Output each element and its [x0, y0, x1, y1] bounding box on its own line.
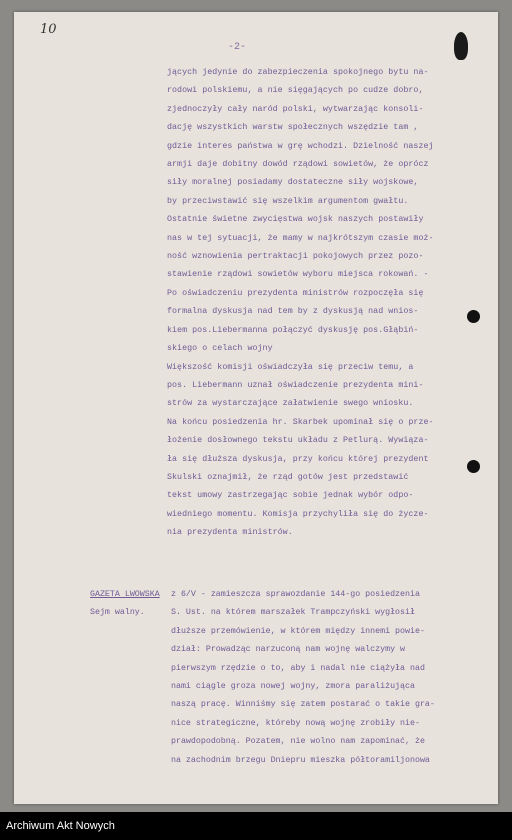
- text-line: zjednoczyły cały naród polski, wytwarzając konsoli-: [167, 104, 424, 114]
- text-line: pos. Liebermann uznał oświadczenie prezydenta mini-: [167, 380, 424, 390]
- text-line: nia prezydenta ministrów.: [167, 528, 293, 538]
- text-line: pierwszym rzędzie o to, aby i nadal nie ciążyła nad: [171, 663, 425, 673]
- archive-label: Archiwum Akt Nowych: [6, 820, 115, 832]
- text-line: formalna dyskusja nad tem by z dyskusją nad wnios-: [167, 307, 419, 317]
- text-line: S. Ust. na którem marszałek Trampczyński wygłosił: [171, 608, 415, 618]
- text-line: ła się dłuższa dyskusja, przy końcu której prezydent: [167, 454, 429, 464]
- text-line: Ostatnie świetne zwycięstwa wojsk naszych postawiły: [167, 215, 424, 225]
- text-line: naszą pracę. Winniśmy się zatem postarać o takie gra-: [171, 700, 435, 710]
- text-line: skiego o celach wojny: [167, 344, 273, 354]
- text-line: stawienie rządowi sowietów wyboru miejsca rokowań. -: [167, 270, 429, 280]
- text-line: wiedniego momentu. Komisja przychyliła się do życze-: [167, 509, 429, 519]
- body-text: [167, 64, 497, 543]
- text-line: Większość komisji oświadczyła się przeciw temu, a: [167, 362, 414, 372]
- text-line: jących jedynie do zabezpieczenia spokojnego bytu na-: [167, 68, 429, 77]
- text-line: nas w tej sytuacji, że mamy w najkrótszym czasie moż-: [167, 233, 434, 243]
- text-line: armji daje dobitny dowód rządowi sowietów, że oprócz: [167, 160, 429, 170]
- text-line: dłuższe przemówienie, w którem między innemi powie-: [171, 626, 425, 636]
- text-line: dację wszystkich warstw społecznych wszędzie tam ,: [167, 123, 419, 133]
- document-page: [14, 12, 498, 804]
- text-line: by przeciwstawić się wszelkim argumentom gwałtu.: [167, 196, 409, 206]
- ink-blot-mark: [454, 32, 468, 60]
- text-line: ność wznowienia pertraktacji pokojowych przez pozo-: [167, 252, 424, 262]
- text-line: dział: Prowadząc narzuconą nam wojnę walczymy w: [171, 645, 406, 655]
- text-line: nice strategiczne, któreby nową wojnę zrobiły nie-: [171, 718, 420, 728]
- section-text: [171, 586, 496, 770]
- text-line: rodowi polskiemu, a nie sięgających po cudze dobro,: [167, 86, 424, 96]
- text-line: tekst umowy zastrzegając sobie jednak wybór odpo-: [167, 491, 414, 501]
- source-name: GAZETA LWOWSKA: [90, 590, 160, 599]
- text-line: Skulski oznajmił, że rząd gotów jest przedstawić: [167, 472, 409, 482]
- page-number: 10: [40, 22, 57, 37]
- side-notes: [90, 586, 170, 623]
- text-line: kiem pos.Liebermanna połączyć dyskusję pos.Głąbiń-: [167, 325, 419, 335]
- text-line: Na końcu posiedzenia hr. Skarbek upominał się o prze-: [167, 417, 434, 427]
- text-line: na zachodnim brzegu Dniepru mieszka półtoramiljonowa: [171, 755, 430, 765]
- header-number: -2-: [228, 42, 247, 53]
- text-line: siły moralnej posiadamy dostateczne siły wojskowe,: [167, 178, 419, 188]
- archive-footer: [0, 812, 512, 840]
- text-line: strów za wystarczające załatwienie swego wniosku.: [167, 399, 414, 409]
- text-line: z 6/V - zamieszcza sprawozdanie 144-go posiedzenia: [171, 590, 420, 599]
- text-line: łożenie dosłownego tekstu układu z Petlurą. Wywiąza-: [167, 436, 429, 446]
- text-line: nami ciągle groza nowej wojny, zmora paraliżująca: [171, 682, 415, 692]
- text-line: Po oświadczeniu prezydenta ministrów rozpoczęła się: [167, 288, 424, 298]
- topic-label: Sejm walny.: [90, 608, 145, 618]
- text-line: gdzie interes państwa w grę wchodzi. Dzielność naszej: [167, 141, 434, 151]
- text-line: prawdopodobną. Pozatem, nie wolno nam zapominać, że: [171, 737, 425, 747]
